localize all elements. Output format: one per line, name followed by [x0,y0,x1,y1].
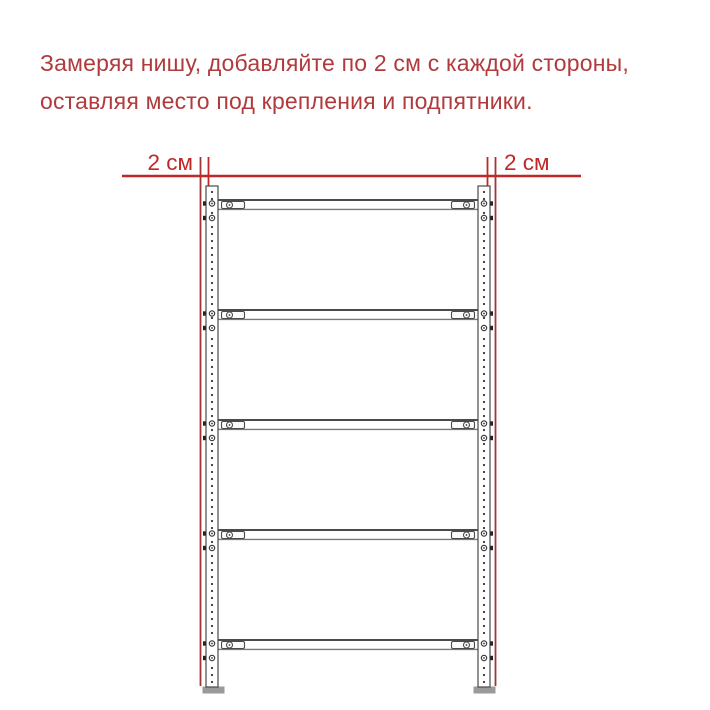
perforation-hole [211,583,213,585]
edge-slot [490,531,493,535]
shelving-rack [203,186,496,694]
perforation-hole [483,471,485,473]
bolt-center [229,644,231,646]
perforation-hole [483,464,485,466]
bolt-center [466,204,468,206]
perforation-hole [483,415,485,417]
perforation-hole [211,618,213,620]
mount-hole-center [211,643,213,645]
perforation-hole [483,380,485,382]
perforation-hole [483,282,485,284]
perforation-hole [483,590,485,592]
perforation-hole [211,464,213,466]
mount-hole-center [211,547,213,549]
perforation-hole [483,240,485,242]
perforation-hole [483,478,485,480]
perforation-hole [211,289,213,291]
perforation-hole [211,394,213,396]
perforation-hole [483,366,485,368]
title-line-2: оставляя место под крепления и подпятники. [40,88,533,114]
shelf-beam [218,530,478,539]
perforation-hole [211,555,213,557]
shelf-beam [218,640,478,649]
perforation-hole [483,226,485,228]
perforation-hole [211,275,213,277]
perforation-hole [483,597,485,599]
edge-slot [203,326,206,330]
bolt-center [229,204,231,206]
mount-hole-center [483,657,485,659]
perforation-hole [483,198,485,200]
perforation-hole [211,254,213,256]
edge-slot [203,546,206,550]
edge-slot [490,641,493,645]
perforation-hole [211,527,213,529]
edge-slot [203,436,206,440]
mount-hole-center [211,657,213,659]
mount-hole-center [211,423,213,425]
bolt-center [466,534,468,536]
perforation-hole [211,212,213,214]
perforation-hole [211,373,213,375]
perforation-hole [211,681,213,683]
perforation-hole [211,268,213,270]
perforation-hole [483,632,485,634]
perforation-hole [483,604,485,606]
perforation-hole [211,317,213,319]
perforation-hole [483,401,485,403]
perforation-hole [483,667,485,669]
mount-hole-center [211,313,213,315]
perforation-hole [211,443,213,445]
mount-hole-center [483,313,485,315]
perforation-hole [483,345,485,347]
perforation-hole [211,247,213,249]
perforation-hole [211,261,213,263]
perforation-hole [483,506,485,508]
bolt-center [229,534,231,536]
perforation-hole [211,541,213,543]
edge-slot [490,311,493,315]
perforation-hole [483,499,485,501]
perforation-hole [483,247,485,249]
perforation-hole [211,667,213,669]
perforation-hole [211,296,213,298]
shelf-beam [218,420,478,429]
perforation-hole [211,632,213,634]
mount-hole-center [211,327,213,329]
perforation-hole [211,562,213,564]
mount-hole-center [211,203,213,205]
mount-hole-center [483,437,485,439]
perforation-hole [483,583,485,585]
shelf-beam [218,200,478,209]
perforation-hole [211,506,213,508]
edge-slot [203,656,206,660]
perforation-hole [483,520,485,522]
perforation-hole [483,233,485,235]
perforation-hole [483,674,485,676]
mount-hole-center [483,327,485,329]
perforation-hole [211,352,213,354]
edge-slot [490,546,493,550]
perforation-hole [483,373,485,375]
perforation-hole [483,485,485,487]
perforation-hole [211,380,213,382]
perforation-hole [211,471,213,473]
dimension-label-left: 2 см [147,150,193,175]
bolt-center [466,424,468,426]
perforation-hole [483,576,485,578]
perforation-hole [211,387,213,389]
perforation-hole [211,303,213,305]
perforation-hole [483,268,485,270]
edge-slot [203,531,206,535]
perforation-hole [211,450,213,452]
mount-hole-center [483,533,485,535]
perforation-hole [483,450,485,452]
perforation-hole [483,618,485,620]
perforation-hole [211,478,213,480]
dimension-label-right: 2 см [504,150,550,175]
perforation-hole [211,429,213,431]
perforation-hole [483,611,485,613]
bolt-center [466,644,468,646]
perforation-hole [483,562,485,564]
edge-slot [490,421,493,425]
mount-hole-center [211,533,213,535]
edge-slot [490,656,493,660]
perforation-hole [211,415,213,417]
perforation-hole [211,226,213,228]
perforation-hole [483,555,485,557]
perforation-hole [211,366,213,368]
perforation-hole [483,457,485,459]
perforation-hole [211,282,213,284]
perforation-hole [483,394,485,396]
perforation-hole [211,345,213,347]
perforation-hole [483,443,485,445]
perforation-hole [483,191,485,193]
perforation-hole [211,198,213,200]
perforation-hole [483,303,485,305]
edge-slot [490,216,493,220]
perforation-hole [483,527,485,529]
perforation-hole [211,359,213,361]
edge-slot [490,326,493,330]
perforation-hole [483,352,485,354]
perforation-hole [211,569,213,571]
perforation-hole [211,674,213,676]
perforation-hole [211,492,213,494]
perforation-hole [211,408,213,410]
mount-hole-center [483,203,485,205]
perforation-hole [211,597,213,599]
perforation-hole [483,359,485,361]
edge-slot [203,216,206,220]
perforation-hole [483,296,485,298]
perforation-hole [211,513,213,515]
perforation-hole [483,387,485,389]
perforation-hole [483,681,485,683]
mount-hole-center [483,423,485,425]
perforation-hole [483,289,485,291]
perforation-hole [211,233,213,235]
perforation-hole [211,240,213,242]
perforation-hole [483,212,485,214]
perforation-hole [211,611,213,613]
mount-hole-center [483,643,485,645]
shelf-beam [218,310,478,319]
edge-slot [203,421,206,425]
mount-hole-center [483,547,485,549]
perforation-hole [483,338,485,340]
edge-slot [490,436,493,440]
perforation-hole [483,513,485,515]
bolt-center [229,424,231,426]
perforation-hole [211,604,213,606]
perforation-hole [483,317,485,319]
mount-hole-center [483,217,485,219]
perforation-hole [483,569,485,571]
perforation-hole [483,261,485,263]
perforation-hole [211,485,213,487]
perforation-hole [211,576,213,578]
perforation-hole [483,275,485,277]
mount-hole-center [211,437,213,439]
edge-slot [203,201,206,205]
title-line-1: Замеряя нишу, добавляйте по 2 см с каждой стороны, [40,50,629,76]
edge-slot [203,641,206,645]
mount-hole-center [211,217,213,219]
edge-slot [203,311,206,315]
perforation-hole [483,408,485,410]
perforation-hole [483,541,485,543]
perforation-hole [211,338,213,340]
perforation-hole [483,254,485,256]
perforation-hole [211,590,213,592]
edge-slot [490,201,493,205]
bolt-center [466,314,468,316]
bolt-center [229,314,231,316]
perforation-hole [211,457,213,459]
perforation-hole [483,492,485,494]
perforation-hole [483,625,485,627]
perforation-hole [483,429,485,431]
perforation-hole [211,499,213,501]
perforation-hole [211,401,213,403]
perforation-hole [211,191,213,193]
perforation-hole [211,625,213,627]
perforation-hole [211,520,213,522]
